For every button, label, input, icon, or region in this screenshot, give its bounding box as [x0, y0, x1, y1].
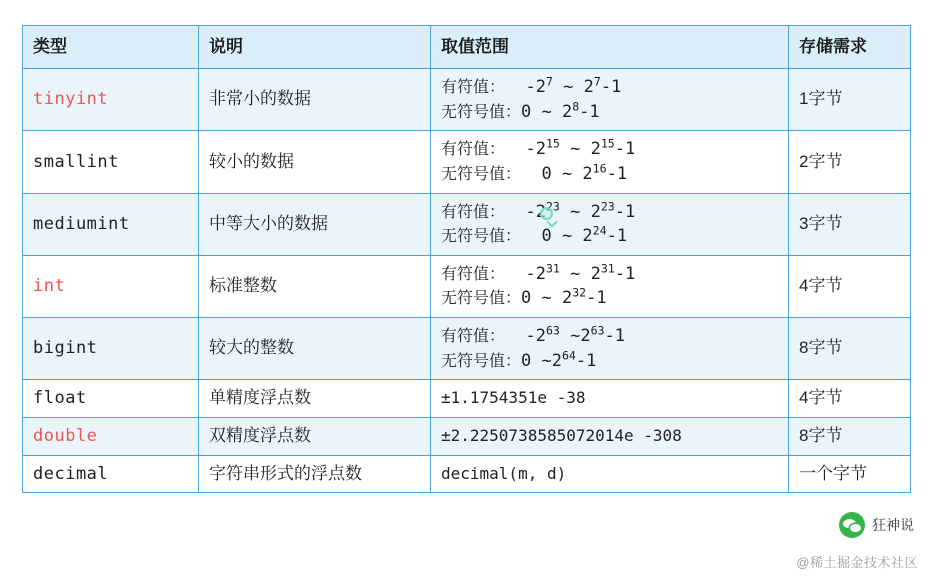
type-storage: 8字节	[799, 338, 843, 358]
wechat-icon	[839, 512, 865, 538]
type-description: 双精度浮点数	[209, 426, 311, 446]
column-header-storage: 存储需求	[789, 26, 911, 69]
type-name: float	[33, 388, 87, 409]
type-description: 单精度浮点数	[209, 388, 311, 408]
table-header	[23, 26, 911, 69]
table-row	[23, 193, 911, 255]
type-storage: 8字节	[799, 426, 843, 446]
type-storage: 一个字节	[799, 463, 867, 483]
datatypes-table	[22, 25, 911, 493]
type-range: 有符值： $-2^{23}$ ~ $2^{23}-1$ 无符号值： 0 ~ $2^{24}-1$	[431, 193, 789, 255]
table-row	[23, 255, 911, 317]
type-description: 非常小的数据	[209, 89, 311, 109]
type-storage: 1字节	[799, 89, 843, 109]
type-range: 有符值： $-2^7$ ~ $2^7-1$ 无符号值：0 ~ $2^8-1$	[431, 69, 789, 131]
type-range: ±2.2250738585072014e -308	[441, 426, 682, 446]
type-name: smallint	[33, 151, 119, 172]
table-body	[23, 69, 911, 493]
type-name: tinyint	[33, 89, 109, 110]
type-description: 中等大小的数据	[209, 213, 328, 233]
type-range: ±1.1754351e -38	[441, 388, 586, 408]
type-name: int	[33, 276, 66, 297]
column-header-description: 说明	[199, 26, 431, 69]
type-name: mediumint	[33, 213, 130, 234]
type-range: 有符值： $-2^{63}$ $\sim 2^{63}-1$ 无符号值：0 $\sim 2^{64}-1$	[431, 318, 789, 380]
type-name: double	[33, 426, 98, 447]
table-row	[23, 318, 911, 380]
type-description: 字符串形式的浮点数	[209, 463, 362, 483]
site-watermark: @稀土掘金技术社区	[796, 555, 918, 570]
column-header-type: 类型	[23, 26, 199, 69]
type-description: 较小的数据	[209, 151, 294, 171]
table-row	[23, 455, 911, 493]
type-range: decimal(m, d)	[441, 463, 567, 483]
table-row	[23, 380, 911, 418]
type-range: 有符值： $-2^{15}$ ~ $2^{15}-1$ 无符号值： 0 ~ $2^{16}-1$	[431, 131, 789, 193]
table-header-row	[23, 26, 911, 69]
type-storage: 4字节	[799, 388, 843, 408]
table-row	[23, 418, 911, 456]
type-description: 较大的整数	[209, 338, 294, 358]
type-name: decimal	[33, 463, 109, 484]
type-storage: 4字节	[799, 276, 843, 296]
wechat-account-name: 狂神说	[872, 517, 914, 533]
type-range: 有符值： $-2^{31}$ ~ $2^{31}-1$ 无符号值：0 ~ $2^{32}-1$	[431, 255, 789, 317]
column-header-range: 取值范围	[431, 26, 789, 69]
table-row	[23, 69, 911, 131]
type-storage: 2字节	[799, 151, 843, 171]
type-name: bigint	[33, 338, 98, 359]
table-row	[23, 131, 911, 193]
wechat-account-badge	[833, 509, 920, 541]
datatypes-table-container	[22, 25, 910, 493]
type-description: 标准整数	[209, 276, 277, 296]
type-storage: 3字节	[799, 213, 843, 233]
